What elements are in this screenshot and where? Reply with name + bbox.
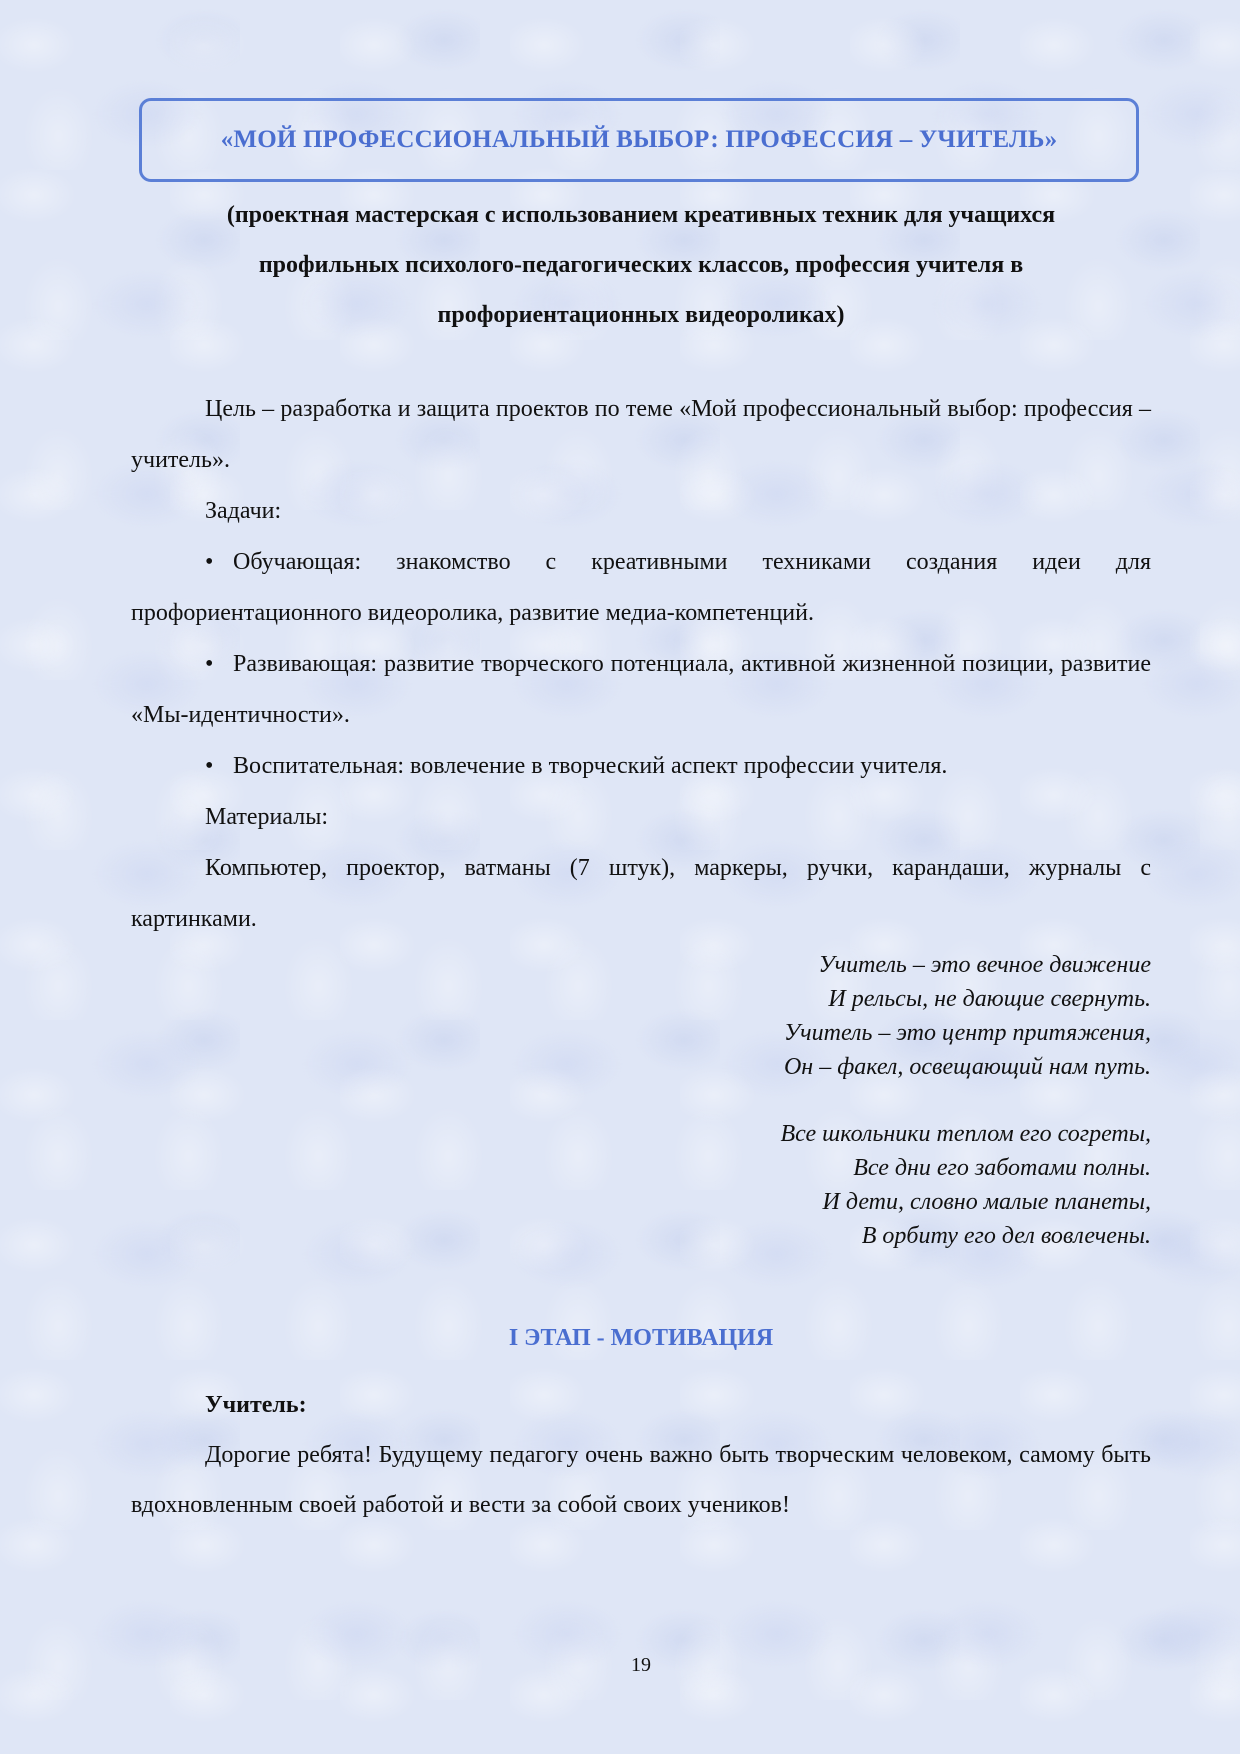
poem-line: Все дни его заботами полны. (853, 1155, 1151, 1181)
subtitle-line: (проектная мастерская с использованием креативных техник для учащихся (226, 202, 1056, 228)
teacher-block (131, 1380, 1151, 1530)
poem-line: И дети, словно малые планеты, (822, 1189, 1151, 1215)
materials-paragraph: Компьютер, проектор, ватманы (7 штук), маркеры, ручки, карандаши, журналы с картинками. (131, 855, 1151, 932)
bullet-icon (205, 651, 233, 677)
task-item (131, 537, 1151, 639)
stanza-gap (131, 1084, 1151, 1117)
bullet-icon (205, 549, 233, 575)
speaker-label: Учитель: (205, 1392, 307, 1418)
task-text: Развивающая: развитие творческого потенциала, активной жизненной позиции, развитие «Мы-идентичности». (131, 651, 1151, 728)
subtitle (131, 190, 1151, 340)
subtitle-line: профильных психолого-педагогических классов, профессия учителя в (258, 252, 1024, 278)
poem-line: И рельсы, не дающие свернуть. (828, 986, 1151, 1012)
poem-line: В орбиту его дел вовлечены. (861, 1223, 1151, 1249)
bullet-icon (205, 753, 233, 779)
poem-line: Все школьники теплом его согреты, (780, 1121, 1151, 1147)
epigraph-poem (131, 948, 1151, 1253)
goal-paragraph: Цель – разработка и защита проектов по теме «Мой профессиональный выбор: профессия – учитель». (131, 396, 1151, 473)
document-title: «МОЙ ПРОФЕССИОНАЛЬНЫЙ ВЫБОР: ПРОФЕССИЯ – УЧИТЕЛЬ» (220, 126, 1058, 153)
task-item (131, 639, 1151, 741)
task-item (131, 741, 1151, 792)
poem-line: Он – факел, освещающий нам путь. (783, 1054, 1151, 1080)
poem-line: Учитель – это вечное движение (818, 952, 1151, 978)
speech-paragraph: Дорогие ребята! Будущему педагогу очень важно быть творческим человеком, самому быть вдохновленным своей работой и вести за собой своих учеников! (131, 1442, 1151, 1518)
subtitle-line: профориентационных видеороликах) (437, 302, 845, 328)
document-page (131, 0, 1151, 1754)
task-text: Воспитательная: вовлечение в творческий аспект профессии учителя. (233, 753, 948, 779)
body-text (131, 384, 1151, 945)
title-box (139, 98, 1139, 182)
poem-line: Учитель – это центр притяжения, (784, 1020, 1151, 1046)
materials-heading: Материалы: (205, 804, 328, 830)
page-number: 19 (631, 1654, 651, 1676)
task-text: Обучающая: знакомство с креативными техниками создания идеи для профориентационного видеоролика, развитие медиа-компетенций. (131, 549, 1151, 626)
stage-heading: I ЭТАП - МОТИВАЦИЯ (508, 1325, 774, 1351)
tasks-heading: Задачи: (205, 498, 282, 524)
